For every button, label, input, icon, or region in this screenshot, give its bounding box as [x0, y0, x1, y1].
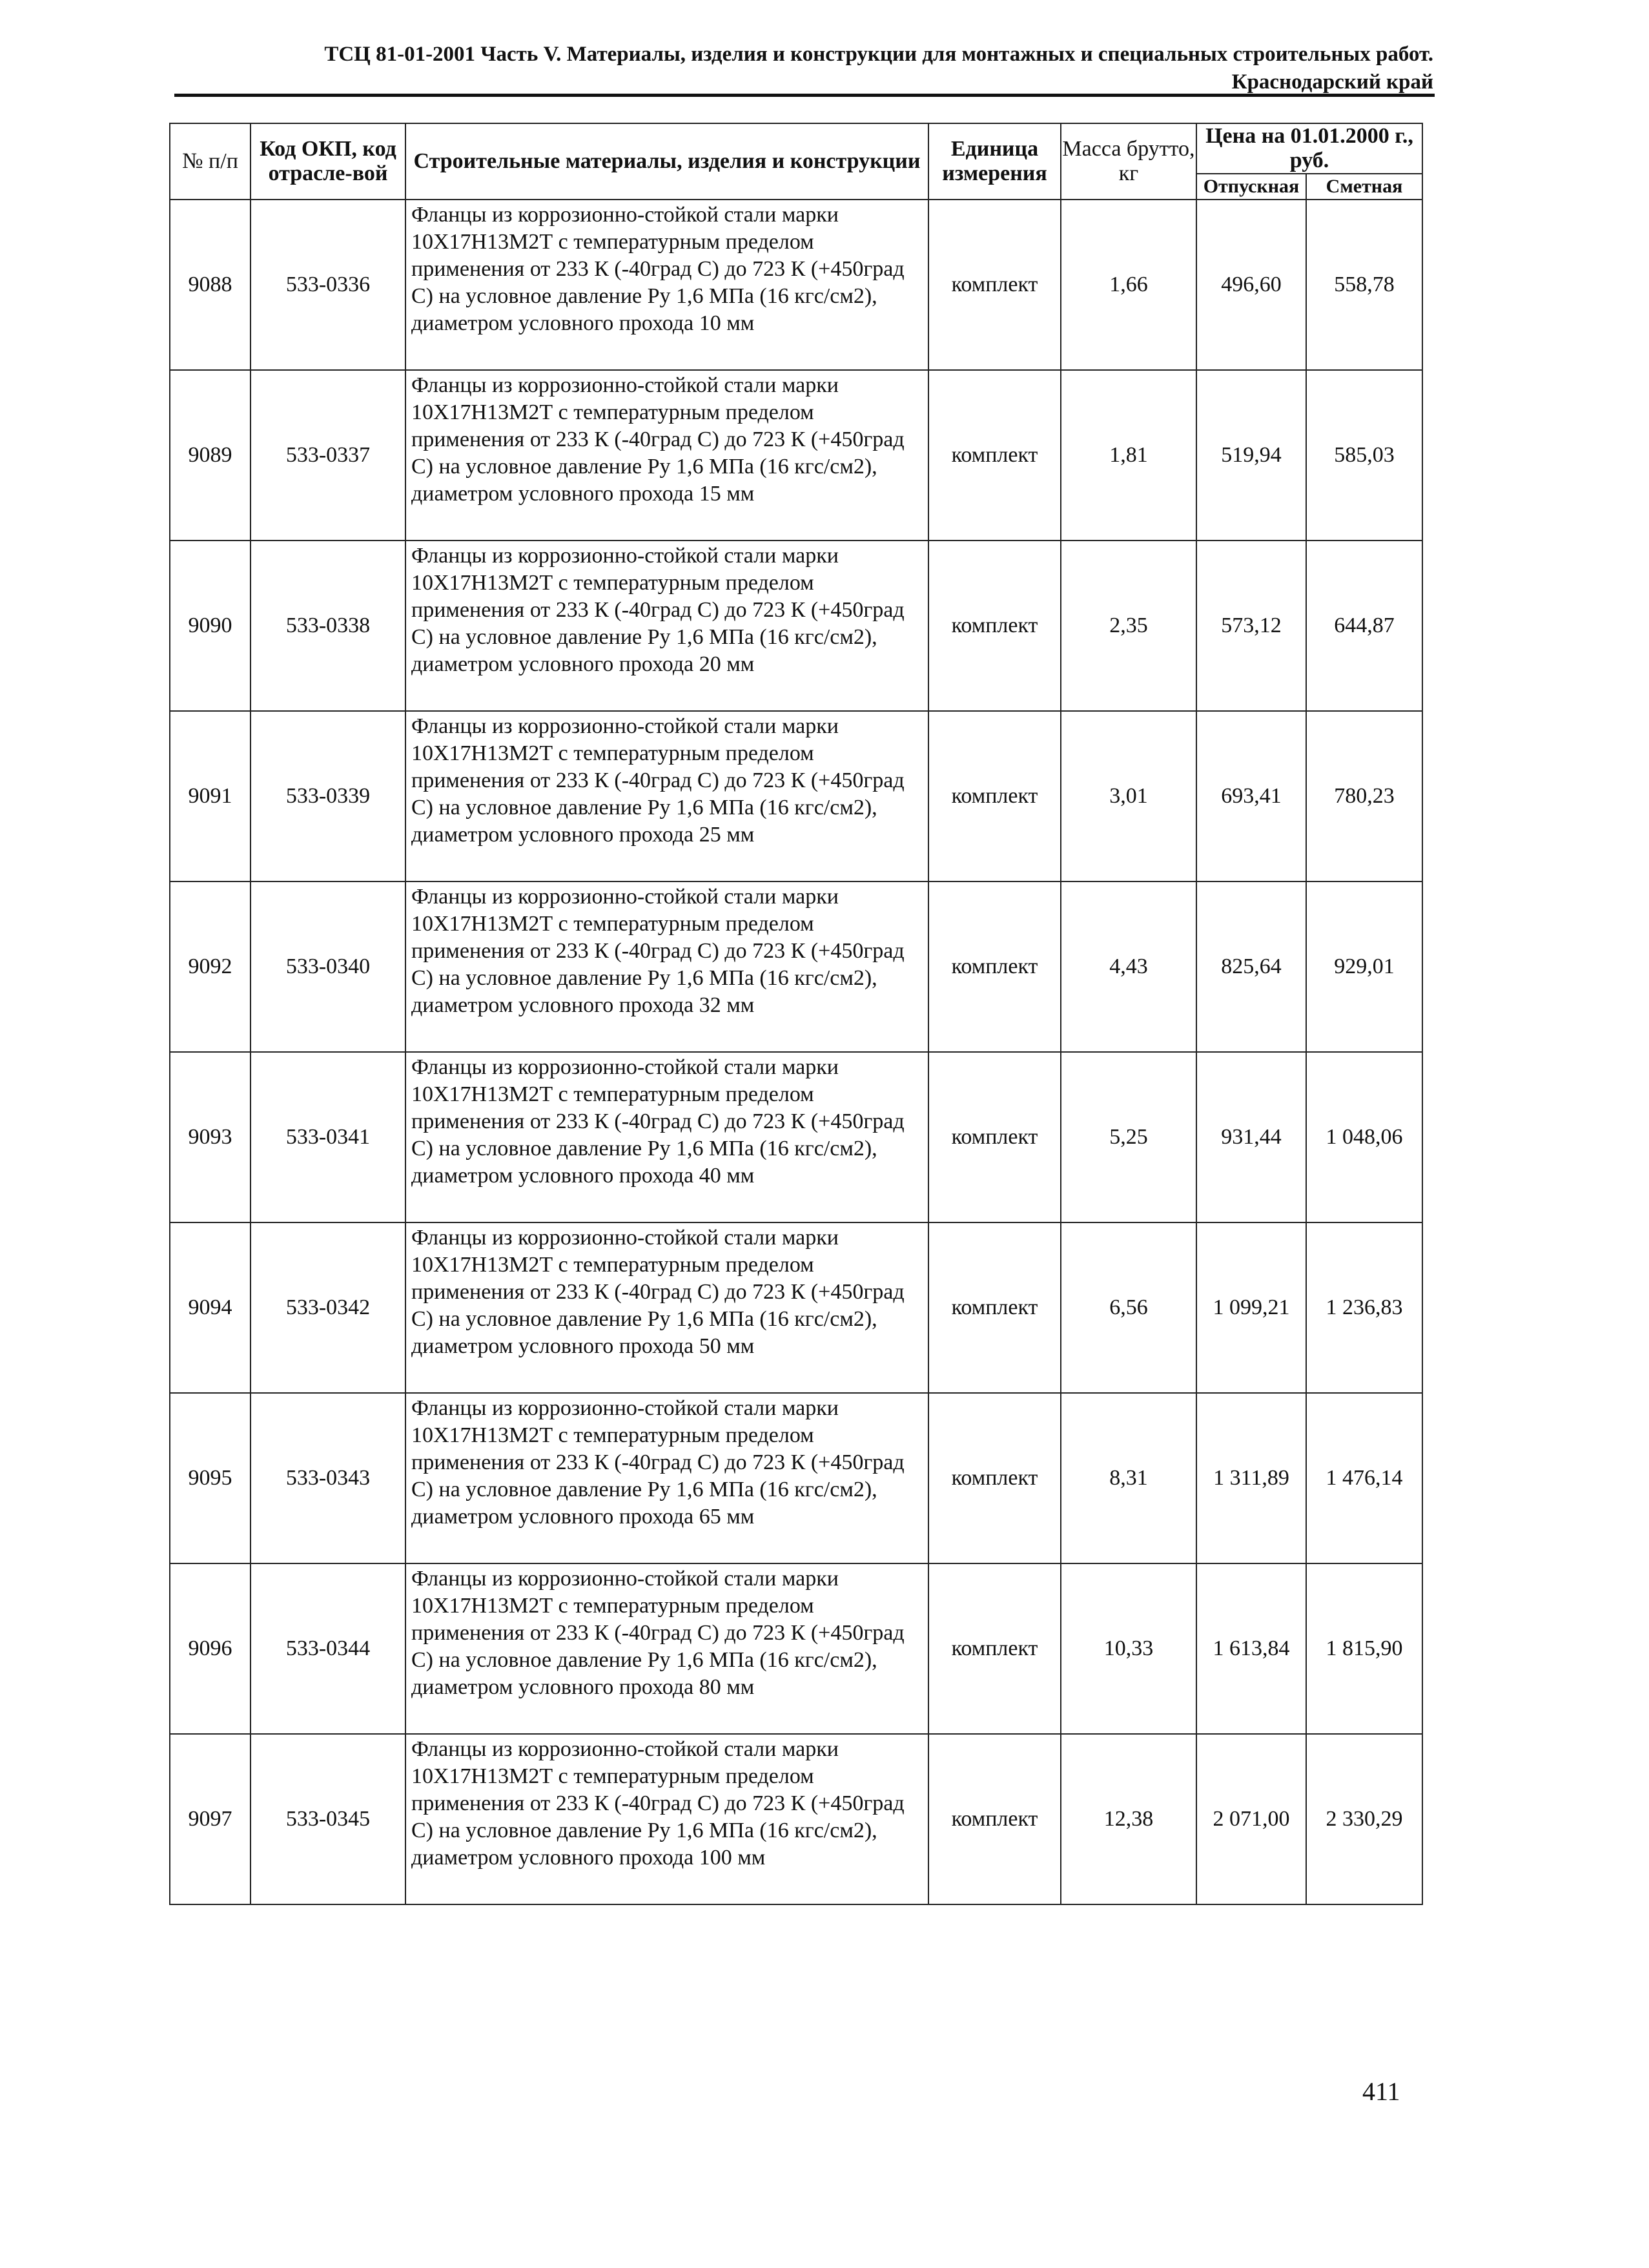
row-price-estimate: 1 236,83 [1306, 1222, 1422, 1393]
row-num: 9097 [170, 1734, 251, 1904]
row-num: 9093 [170, 1052, 251, 1222]
row-num: 9090 [170, 541, 251, 711]
table-row [170, 1734, 1422, 1904]
col-estimate-header: Сметная [1306, 174, 1422, 200]
row-code: 533-0343 [251, 1393, 405, 1563]
row-name: Фланцы из коррозионно-стойкой стали марки 10Х17Н13М2Т с температурным пределом применения от 233 К (-40град С) до 723 К (+450град С) на условное давление Ру 1,6 МПа (16 кгс/см2), диаметром условного прохода 50 мм [405, 1222, 928, 1393]
row-price-wholesale: 693,41 [1196, 711, 1306, 881]
row-code: 533-0340 [251, 881, 405, 1052]
row-code: 533-0341 [251, 1052, 405, 1222]
row-num: 9088 [170, 200, 251, 370]
row-code: 533-0342 [251, 1222, 405, 1393]
row-code: 533-0345 [251, 1734, 405, 1904]
row-num: 9096 [170, 1563, 251, 1734]
row-name: Фланцы из коррозионно-стойкой стали марки 10Х17Н13М2Т с температурным пределом применения от 233 К (-40град С) до 723 К (+450град С) на условное давление Ру 1,6 МПа (16 кгс/см2), диаметром условного прохода 15 мм [405, 370, 928, 541]
col-price-header: Цена на 01.01.2000 г., руб. [1196, 123, 1422, 174]
row-price-estimate: 780,23 [1306, 711, 1422, 881]
table-body [170, 200, 1422, 1904]
row-name: Фланцы из коррозионно-стойкой стали марки 10Х17Н13М2Т с температурным пределом применения от 233 К (-40град С) до 723 К (+450град С) на условное давление Ру 1,6 МПа (16 кгс/см2), диаметром условного прохода 25 мм [405, 711, 928, 881]
table-row [170, 1393, 1422, 1563]
table-row [170, 1222, 1422, 1393]
col-num-header: № п/п [170, 123, 251, 200]
header-rule [174, 94, 1435, 97]
table-row [170, 1052, 1422, 1222]
row-name: Фланцы из коррозионно-стойкой стали марки 10Х17Н13М2Т с температурным пределом применения от 233 К (-40град С) до 723 К (+450град С) на условное давление Ру 1,6 МПа (16 кгс/см2), диаметром условного прохода 32 мм [405, 881, 928, 1052]
row-code: 533-0338 [251, 541, 405, 711]
page-number: 411 [1362, 2077, 1400, 2106]
col-wholesale-header: Отпускная [1196, 174, 1306, 200]
table-row [170, 370, 1422, 541]
row-name: Фланцы из коррозионно-стойкой стали марки 10Х17Н13М2Т с температурным пределом применения от 233 К (-40град С) до 723 К (+450град С) на условное давление Ру 1,6 МПа (16 кгс/см2), диаметром условного прохода 40 мм [405, 1052, 928, 1222]
row-name: Фланцы из коррозионно-стойкой стали марки 10Х17Н13М2Т с температурным пределом применения от 233 К (-40град С) до 723 К (+450град С) на условное давление Ру 1,6 МПа (16 кгс/см2), диаметром условного прохода 20 мм [405, 541, 928, 711]
row-name: Фланцы из коррозионно-стойкой стали марки 10Х17Н13М2Т с температурным пределом применения от 233 К (-40град С) до 723 К (+450град С) на условное давление Ру 1,6 МПа (16 кгс/см2), диаметром условного прохода 10 мм [405, 200, 928, 370]
row-code: 533-0337 [251, 370, 405, 541]
row-mass: 1,66 [1061, 200, 1196, 370]
row-price-wholesale: 1 613,84 [1196, 1563, 1306, 1734]
col-code-header: Код ОКП, код отрасле-вой [251, 123, 405, 200]
table-row [170, 541, 1422, 711]
row-unit: комплект [928, 1393, 1061, 1563]
row-price-wholesale: 1 311,89 [1196, 1393, 1306, 1563]
row-price-estimate: 2 330,29 [1306, 1734, 1422, 1904]
row-mass: 2,35 [1061, 541, 1196, 711]
row-num: 9089 [170, 370, 251, 541]
col-name-header: Строительные материалы, изделия и конструкции [405, 123, 928, 200]
row-price-estimate: 1 815,90 [1306, 1563, 1422, 1734]
row-unit: комплект [928, 1222, 1061, 1393]
row-name: Фланцы из коррозионно-стойкой стали марки 10Х17Н13М2Т с температурным пределом применения от 233 К (-40град С) до 723 К (+450град С) на условное давление Ру 1,6 МПа (16 кгс/см2), диаметром условного прохода 65 мм [405, 1393, 928, 1563]
table-header-row [170, 123, 1422, 174]
row-price-estimate: 929,01 [1306, 881, 1422, 1052]
row-price-wholesale: 1 099,21 [1196, 1222, 1306, 1393]
row-unit: комплект [928, 541, 1061, 711]
row-price-wholesale: 573,12 [1196, 541, 1306, 711]
row-unit: комплект [928, 200, 1061, 370]
row-price-estimate: 644,87 [1306, 541, 1422, 711]
row-unit: комплект [928, 370, 1061, 541]
row-unit: комплект [928, 1563, 1061, 1734]
table-row [170, 200, 1422, 370]
row-unit: комплект [928, 1052, 1061, 1222]
row-code: 533-0339 [251, 711, 405, 881]
region-title: Краснодарский край [1231, 70, 1433, 94]
row-mass: 3,01 [1061, 711, 1196, 881]
row-price-wholesale: 2 071,00 [1196, 1734, 1306, 1904]
row-price-wholesale: 519,94 [1196, 370, 1306, 541]
row-price-estimate: 1 048,06 [1306, 1052, 1422, 1222]
page-header [174, 40, 1433, 96]
row-price-estimate: 585,03 [1306, 370, 1422, 541]
price-table [169, 123, 1423, 1905]
table-row [170, 711, 1422, 881]
row-unit: комплект [928, 711, 1061, 881]
table-row [170, 1563, 1422, 1734]
row-price-estimate: 558,78 [1306, 200, 1422, 370]
row-mass: 5,25 [1061, 1052, 1196, 1222]
row-price-wholesale: 825,64 [1196, 881, 1306, 1052]
row-price-wholesale: 496,60 [1196, 200, 1306, 370]
row-code: 533-0344 [251, 1563, 405, 1734]
row-mass: 12,38 [1061, 1734, 1196, 1904]
row-name: Фланцы из коррозионно-стойкой стали марки 10Х17Н13М2Т с температурным пределом применения от 233 К (-40град С) до 723 К (+450град С) на условное давление Ру 1,6 МПа (16 кгс/см2), диаметром условного прохода 100 мм [405, 1734, 928, 1904]
row-price-estimate: 1 476,14 [1306, 1393, 1422, 1563]
row-num: 9094 [170, 1222, 251, 1393]
row-mass: 1,81 [1061, 370, 1196, 541]
row-name: Фланцы из коррозионно-стойкой стали марки 10Х17Н13М2Т с температурным пределом применения от 233 К (-40град С) до 723 К (+450град С) на условное давление Ру 1,6 МПа (16 кгс/см2), диаметром условного прохода 80 мм [405, 1563, 928, 1734]
row-num: 9091 [170, 711, 251, 881]
col-mass-header: Масса брутто, кг [1061, 123, 1196, 200]
row-mass: 6,56 [1061, 1222, 1196, 1393]
row-mass: 10,33 [1061, 1563, 1196, 1734]
document-title: ТСЦ 81-01-2001 Часть V. Материалы, изделия и конструкции для монтажных и специальных строительных работ. [324, 43, 1433, 66]
row-code: 533-0336 [251, 200, 405, 370]
row-unit: комплект [928, 1734, 1061, 1904]
row-num: 9095 [170, 1393, 251, 1563]
table-row [170, 881, 1422, 1052]
row-num: 9092 [170, 881, 251, 1052]
row-price-wholesale: 931,44 [1196, 1052, 1306, 1222]
row-unit: комплект [928, 881, 1061, 1052]
row-mass: 8,31 [1061, 1393, 1196, 1563]
row-mass: 4,43 [1061, 881, 1196, 1052]
col-unit-header: Единица измерения [928, 123, 1061, 200]
